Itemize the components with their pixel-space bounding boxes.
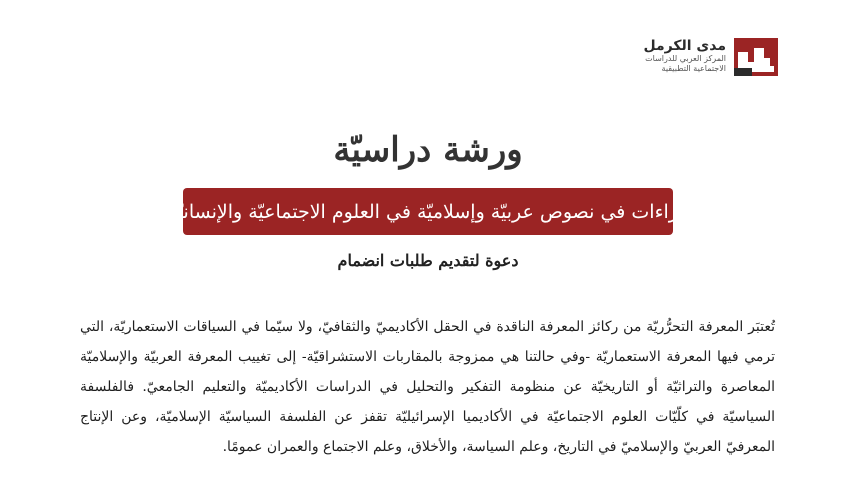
page-title: ورشة دراسيّة <box>333 130 523 170</box>
logo-mark-icon <box>734 38 778 76</box>
subtitle-banner <box>167 188 689 235</box>
logo-subtitle-line1: المركز العربي للدراسات <box>645 54 726 63</box>
banner-text: قراءات في نصوص عربيّة وإسلاميّة في العلوم الاجتماعيّة والإنسانيّة <box>167 200 689 223</box>
call-for-applications: دعوة لتقديم طلبات انضمام <box>337 251 519 270</box>
logo-subtitle-line2: الاجتماعية التطبيقية <box>661 64 726 73</box>
logo-text <box>643 38 726 74</box>
body-paragraph: تُعتبَر المعرفة التحرُّريّة من ركائز المعرفة الناقدة في الحقل الأكاديميّ والثقافيّ، ولا سيّما في السياقات الاستعماريّة، التي ترمي فيها المعرفة الاستعماريّة -وفي حالتنا هي ممزوجة بالمقاربات الاستشراقيّة- إلى تغييب المعرفة العربيّة والإسلاميّة المعاصرة والتراثيّة أو التاريخيّة عن منظومة التفكير والتحليل في الدراسات الأكاديميّة والتعليم الجامعيّ. فالفلسفة السياسيّة في كلّيّات العلوم الاجتماعيّة في الأكاديميا الإسرائيليّة تقفز عن الفلسفة السياسيّة الإسلاميّة، وعن الإنتاج المعرفيّ العربيّ والإسلاميّ في التاريخ، وعلم السياسة، والأخلاق، وعلم الاجتماع والعمران عمومًا. <box>80 319 775 455</box>
logo <box>643 38 778 76</box>
logo-name: مدى الكرمل <box>643 38 726 54</box>
